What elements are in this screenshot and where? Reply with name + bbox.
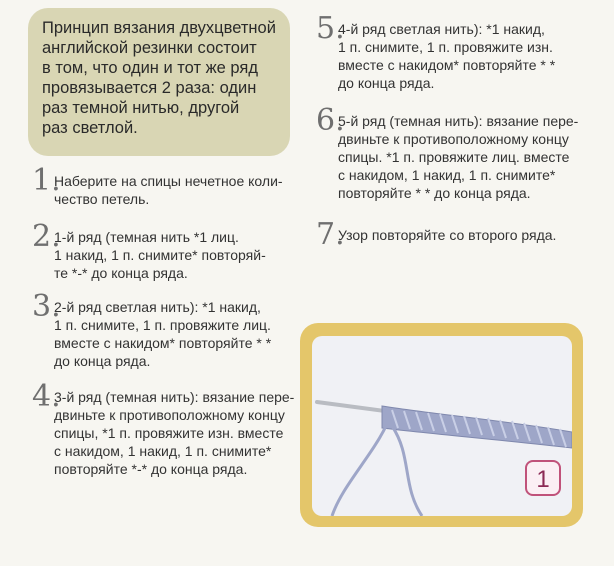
step-text: 1-й ряд (темная нить *1 лиц. 1 накид, 1 п. снимите* повторяй- те *-* до конца ряда. [54, 229, 266, 281]
step-5 [316, 11, 596, 92]
step-6 [316, 103, 596, 202]
step-2 [32, 219, 302, 282]
step-4 [32, 379, 302, 478]
yarn-tail-2 [392, 426, 422, 516]
step-text: Наберите на спицы нечетное коли- чество петель. [54, 173, 283, 207]
step-number: 3. [32, 289, 61, 324]
yarn-tail-1 [332, 424, 387, 516]
intro-text: Принцип вязания двухцветной английской резинки состоит в том, что один и тот же ряд провязывается 2 раза: один раз темной нитью, другой раз светлой. [42, 19, 276, 137]
step-number: 6. [316, 103, 345, 138]
step-text: 4-й ряд светлая нить): *1 накид, 1 п. снимите, 1 п. провяжите изн. вместе с накидом* повторяйте * * до конца ряда. [338, 21, 556, 91]
intro-box [28, 8, 290, 156]
step-text: 5-й ряд (темная нить): вязание пере- двиньте к противоположному концу спицы. *1 п. провяжите лиц. вместе с накидом, 1 накид, 1 п. снимите* повторяйте * * до конца ряда. [338, 113, 579, 201]
step-number: 5. [316, 11, 345, 46]
step-number: 4. [32, 379, 61, 414]
step-number: 2. [32, 219, 61, 254]
step-text: Узор повторяйте со второго ряда. [338, 227, 557, 243]
needle [317, 402, 392, 412]
knitted-band [382, 406, 572, 448]
step-number: 7. [316, 217, 345, 252]
step-text: 2-й ряд светлая нить): *1 накид, 1 п. снимите, 1 п. провяжите лиц. вместе с накидом* повторяйте * * до конца ряда. [54, 299, 272, 369]
step-1 [32, 163, 302, 208]
photo-number-badge: 1 [525, 460, 561, 496]
step-3 [32, 289, 302, 370]
step-number: 1. [32, 163, 61, 198]
step-7 [316, 217, 596, 252]
step-text: 3-й ряд (темная нить): вязание пере- двиньте к противоположному концу спицы, *1 п. провяжите изн. вместе с накидом, 1 накид, 1 п. снимите* повторяйте *-* до конца ряда. [54, 389, 295, 477]
